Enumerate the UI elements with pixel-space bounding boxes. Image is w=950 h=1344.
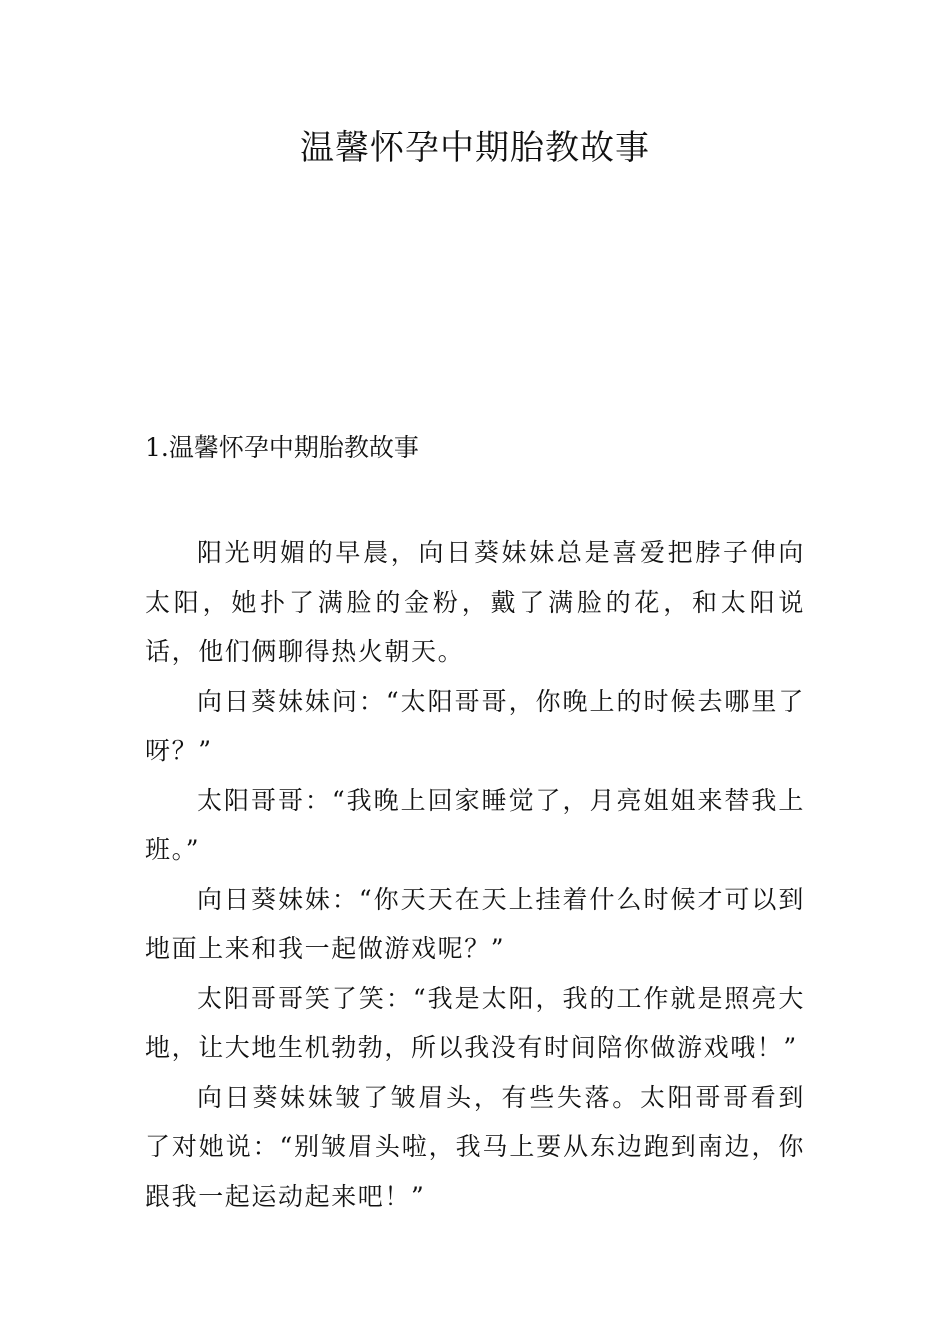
story-paragraph: 太阳哥哥：“我晚上回家睡觉了，月亮姐姐来替我上班。” — [145, 785, 805, 864]
story-paragraph: 向日葵妹妹问：“太阳哥哥，你晚上的时候去哪里了呀？” — [145, 686, 805, 765]
story-paragraph: 向日葵妹妹皱了皱眉头，有些失落。太阳哥哥看到了对她说：“别皱眉头啦，我马上要从东边跑到南边，你跟我一起运动起来吧！” — [145, 1082, 805, 1211]
section-heading: 1.温馨怀孕中期胎教故事 — [145, 433, 419, 462]
document-title: 温馨怀孕中期胎教故事 — [300, 128, 650, 168]
story-paragraph: 阳光明媚的早晨，向日葵妹妹总是喜爱把脖子伸向太阳，她扑了满脸的金粉，戴了满脸的花，和太阳说话，他们俩聊得热火朝天。 — [145, 538, 805, 666]
story-paragraph: 太阳哥哥笑了笑：“我是太阳，我的工作就是照亮大地，让大地生机勃勃，所以我没有时间陪你做游戏哦！” — [145, 983, 805, 1062]
story-body — [145, 528, 805, 1221]
story-paragraph: 向日葵妹妹：“你天天在天上挂着什么时候才可以到地面上来和我一起做游戏呢？” — [145, 884, 805, 963]
